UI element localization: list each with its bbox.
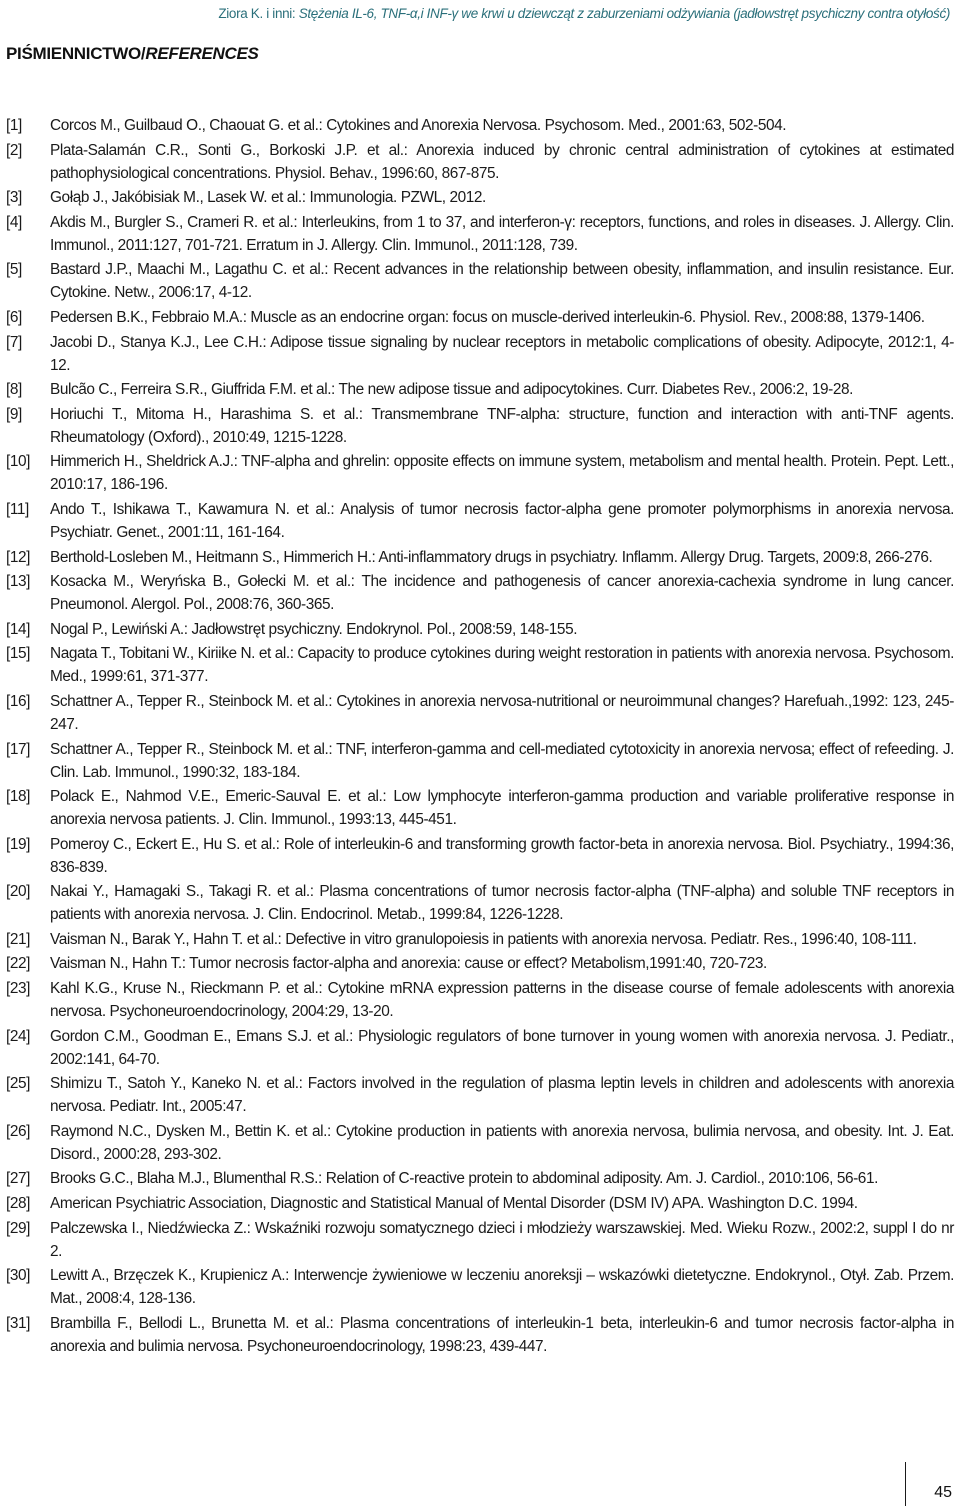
reference-number: [21] <box>6 930 30 948</box>
reference-text: Raymond N.C., Dysken M., Bettin K. et al.: Cytokine production in patients with anorexia nervosa, bulimia nervosa, and obesity. Int. J. Eat. Disord., 2000:28, 293-302. <box>50 1122 954 1163</box>
reference-item <box>6 331 954 377</box>
reference-number: [30] <box>6 1267 30 1285</box>
reference-number: [22] <box>6 955 30 973</box>
reference-text: Brambilla F., Bellodi L., Brunetta M. et al.: Plasma concentrations of interleukin-1 beta, interleukin-6 and tumor necrosis factor-alpha in anorexia and bulimia nervosa. Psychoneuroendocrinology, 1998:23, 439-447. <box>50 1314 954 1355</box>
reference-number: [4] <box>6 213 22 231</box>
reference-number: [1] <box>6 117 22 134</box>
reference-number: [20] <box>6 883 30 901</box>
reference-text: Plata-Salamán C.R., Sonti G., Borkoski J.P. et al.: Anorexia induced by chronic central administration of cytokines at estimated pathophysiological concentrations. Physiol. Behav., 1996:60, 867-875. <box>50 141 954 182</box>
reference-text: American Psychiatric Association, Diagnostic and Statistical Manual of Mental Disorder (DSM IV) APA. Washington D.C. 1994. <box>50 1195 858 1213</box>
reference-item <box>6 1072 954 1118</box>
reference-number: [17] <box>6 740 30 758</box>
reference-item <box>6 1312 954 1358</box>
reference-text: Horiuchi T., Mitoma H., Harashima S. et al.: Transmembrane TNF-alpha: structure, function and interaction with anti-TNF agents. Rheumatology (Oxford)., 2010:49, 1215-1228. <box>50 405 954 446</box>
reference-item <box>6 450 954 496</box>
reference-item <box>6 258 954 304</box>
reference-number: [2] <box>6 141 22 159</box>
reference-number: [13] <box>6 573 30 591</box>
reference-text: Bulcão C., Ferreira S.R., Giuffrida F.M. et al.: The new adipose tissue and adipocytokines. Curr. Diabetes Rev., 2006:2, 19-28. <box>50 381 853 399</box>
reference-item <box>6 211 954 257</box>
running-head-title: Stężenia IL-6, TNF-α,i INF-γ we krwi u dziewcząt z zaburzeniami odżywiania (jadłowstręt psychiczny contra otyłość) <box>298 6 950 21</box>
reference-number: [6] <box>6 308 22 326</box>
reference-number: [29] <box>6 1219 30 1237</box>
references-heading-main: PIŚMIENNICTWO/ <box>6 44 146 63</box>
reference-text: Himmerich H., Sheldrick A.J.: TNF-alpha and ghrelin: opposite effects on immune system, metabolism and mental health. Protein. Pept. Lett., 2010:17, 186-196. <box>50 453 954 494</box>
references-heading-italic: REFERENCES <box>145 44 259 63</box>
reference-item <box>6 114 954 137</box>
reference-number: [11] <box>6 500 29 518</box>
reference-text: Vaisman N., Barak Y., Hahn T. et al.: Defective in vitro granulopoiesis in patients with anorexia nervosa. Pediatr. Res., 1996:40, 108-111. <box>50 930 917 948</box>
reference-item <box>6 785 954 831</box>
reference-text: Gordon C.M., Goodman E., Emans S.J. et al.: Physiologic regulators of bone turnover in young women with anorexia nervosa. J. Pediatr., 2002:141, 64-70. <box>50 1027 954 1068</box>
running-head <box>200 6 950 21</box>
reference-number: [27] <box>6 1170 30 1188</box>
reference-text: Jacobi D., Stanya K.J., Lee C.H.: Adipose tissue signaling by nuclear receptors in metabolic complications of obesity. Adipocyte, 2012:1, 4-12. <box>50 333 954 374</box>
reference-text: Shimizu T., Satoh Y., Kaneko N. et al.: Factors involved in the regulation of plasma leptin levels in children and adolescents with anorexia nervosa. Pediatr. Int., 2005:47. <box>50 1075 954 1116</box>
reference-item <box>6 1120 954 1166</box>
reference-number: [5] <box>6 261 22 279</box>
reference-text: Bastard J.P., Maachi M., Lagathu C. et al.: Recent advances in the relationship between obesity, inflammation, and insulin resistance. Eur. Cytokine. Netw., 2006:17, 4-12. <box>50 261 954 302</box>
reference-item <box>6 618 954 641</box>
reference-list <box>6 114 954 1359</box>
reference-number: [31] <box>6 1314 30 1332</box>
reference-text: Brooks G.C., Blaha M.J., Blumenthal R.S.: Relation of C-reactive protein to abdominal adiposity. Am. J. Cardiol., 2010:106, 56-61. <box>50 1170 878 1188</box>
reference-item <box>6 977 954 1023</box>
reference-number: [26] <box>6 1122 30 1140</box>
reference-number: [7] <box>6 333 22 351</box>
reference-number: [24] <box>6 1027 30 1045</box>
reference-item <box>6 880 954 926</box>
reference-item <box>6 642 954 688</box>
reference-number: [10] <box>6 453 30 471</box>
reference-text: Nagata T., Tobitani W., Kiriike N. et al.: Capacity to produce cytokines during weight restoration in patients with anorexia nervosa. Psychosom. Med., 1999:61, 371-377. <box>50 645 954 686</box>
reference-number: [14] <box>6 620 30 638</box>
reference-text: Nogal P., Lewiński A.: Jadłowstręt psychiczny. Endokrynol. Pol., 2008:59, 148-155. <box>50 620 578 638</box>
reference-number: [28] <box>6 1195 30 1213</box>
reference-item <box>6 928 954 951</box>
reference-text: Nakai Y., Hamagaki S., Takagi R. et al.: Plasma concentrations of tumor necrosis factor-alpha (TNF-alpha) and soluble TNF receptors in patients with anorexia nervosa. J. Clin. Endocrinol. Metab., 1999:84, 1226-1228. <box>50 883 954 924</box>
references-heading <box>6 44 259 64</box>
reference-item <box>6 738 954 784</box>
reference-number: [9] <box>6 405 22 423</box>
reference-text: Gołąb J., Jakóbisiak M., Lasek W. et al.: Immunologia. PZWL, 2012. <box>50 189 486 207</box>
page-number: 45 <box>934 1484 952 1501</box>
reference-number: [12] <box>6 548 30 566</box>
reference-item <box>6 546 954 569</box>
reference-text: Kahl K.G., Kruse N., Rieckmann P. et al.: Cytokine mRNA expression patterns in the disease course of female adolescents with anorexia nervosa. Psychoneuroendocrinology, 2004:29, 13-20. <box>50 980 954 1021</box>
reference-item <box>6 498 954 544</box>
reference-text: Palczewska I., Niedźwiecka Z.: Wskaźniki rozwoju somatycznego dzieci i młodzieży warszawskiej. Med. Wieku Rozw., 2002:2, suppl I do nr 2. <box>50 1219 954 1260</box>
reference-text: Lewitt A., Brzęczek K., Krupienicz A.: Interwencje żywieniowe w leczeniu anoreksji – wskazówki dietetyczne. Endokrynol., Otył. Zab. Przem. Mat., 2008:4, 128-136. <box>50 1267 954 1308</box>
reference-text: Pomeroy C., Eckert E., Hu S. et al.: Role of interleukin-6 and transforming growth factor-beta in anorexia nervosa. Biol. Psychiatry., 1994:36, 836-839. <box>50 835 954 876</box>
reference-text: Schattner A., Tepper R., Steinbock M. et al.: TNF, interferon-gamma and cell-mediated cytotoxicity in anorexia nervosa; effect of refeeding. J. Clin. Lab. Immunol., 1990:32, 183-184. <box>50 740 954 781</box>
reference-item <box>6 139 954 185</box>
reference-number: [3] <box>6 189 22 207</box>
reference-text: Berthold-Losleben M., Heitmann S., Himmerich H.: Anti-inflammatory drugs in psychiatry. Inflamm. Allergy Drug. Targets, 2009:8, 266-276. <box>50 548 933 566</box>
reference-text: Kosacka M., Weryńska B., Gołecki M. et al.: The incidence and pathogenesis of cancer anorexia-cachexia syndrome in lung cancer. Pneumonol. Alergol. Pol., 2008:76, 360-365. <box>50 573 954 614</box>
reference-number: [18] <box>6 788 30 806</box>
reference-item <box>6 1167 954 1190</box>
reference-item <box>6 1217 954 1263</box>
reference-text: Vaisman N., Hahn T.: Tumor necrosis factor-alpha and anorexia: cause or effect? Metabolism,1991:40, 720-723. <box>50 955 767 973</box>
reference-item <box>6 1192 954 1215</box>
reference-number: [19] <box>6 835 30 853</box>
reference-item <box>6 403 954 449</box>
reference-item <box>6 833 954 879</box>
reference-number: [23] <box>6 980 30 998</box>
reference-text: Pedersen B.K., Febbraio M.A.: Muscle as an endocrine organ: focus on muscle-derived interleukin-6. Physiol. Rev., 2008:88, 1379-1406. <box>50 308 925 326</box>
reference-text: Corcos M., Guilbaud O., Chaouat G. et al.: Cytokines and Anorexia Nervosa. Psychosom. Med., 2001:63, 502-504. <box>50 117 787 134</box>
running-head-authors: Ziora K. i inni: <box>218 6 299 21</box>
reference-item <box>6 690 954 736</box>
reference-number: [15] <box>6 645 30 663</box>
reference-text: Schattner A., Tepper R., Steinbock M. et al.: Cytokines in anorexia nervosa-nutritional or neuroimmunal changes? Harefuah.,1992: 123, 245-247. <box>50 692 954 733</box>
reference-item <box>6 1025 954 1071</box>
reference-item <box>6 1264 954 1310</box>
reference-number: [16] <box>6 692 30 710</box>
reference-number: [8] <box>6 381 22 399</box>
reference-item <box>6 306 954 329</box>
reference-item <box>6 378 954 401</box>
reference-text: Polack E., Nahmod V.E., Emeric-Sauval E. et al.: Low lymphocyte interferon-gamma production and variable proliferative response in anorexia nervosa patients. J. Clin. Immunol., 1993:13, 445-451. <box>50 788 954 829</box>
reference-item <box>6 952 954 975</box>
reference-item <box>6 186 954 209</box>
page-number-divider <box>905 1462 906 1506</box>
reference-text: Akdis M., Burgler S., Crameri R. et al.: Interleukins, from 1 to 37, and interferon-γ: receptors, functions, and roles in diseases. J. Allergy. Clin. Immunol., 2011:127, 701-721. Erratum in J. Allergy. Clin. Immunol., 2011:128, 739. <box>50 213 954 254</box>
reference-text: Ando T., Ishikawa T., Kawamura N. et al.: Analysis of tumor necrosis factor-alpha gene promoter polymorphisms in anorexia nervosa. Psychiatr. Genet., 2001:11, 161-164. <box>50 500 954 541</box>
reference-number: [25] <box>6 1075 30 1093</box>
reference-item <box>6 570 954 616</box>
